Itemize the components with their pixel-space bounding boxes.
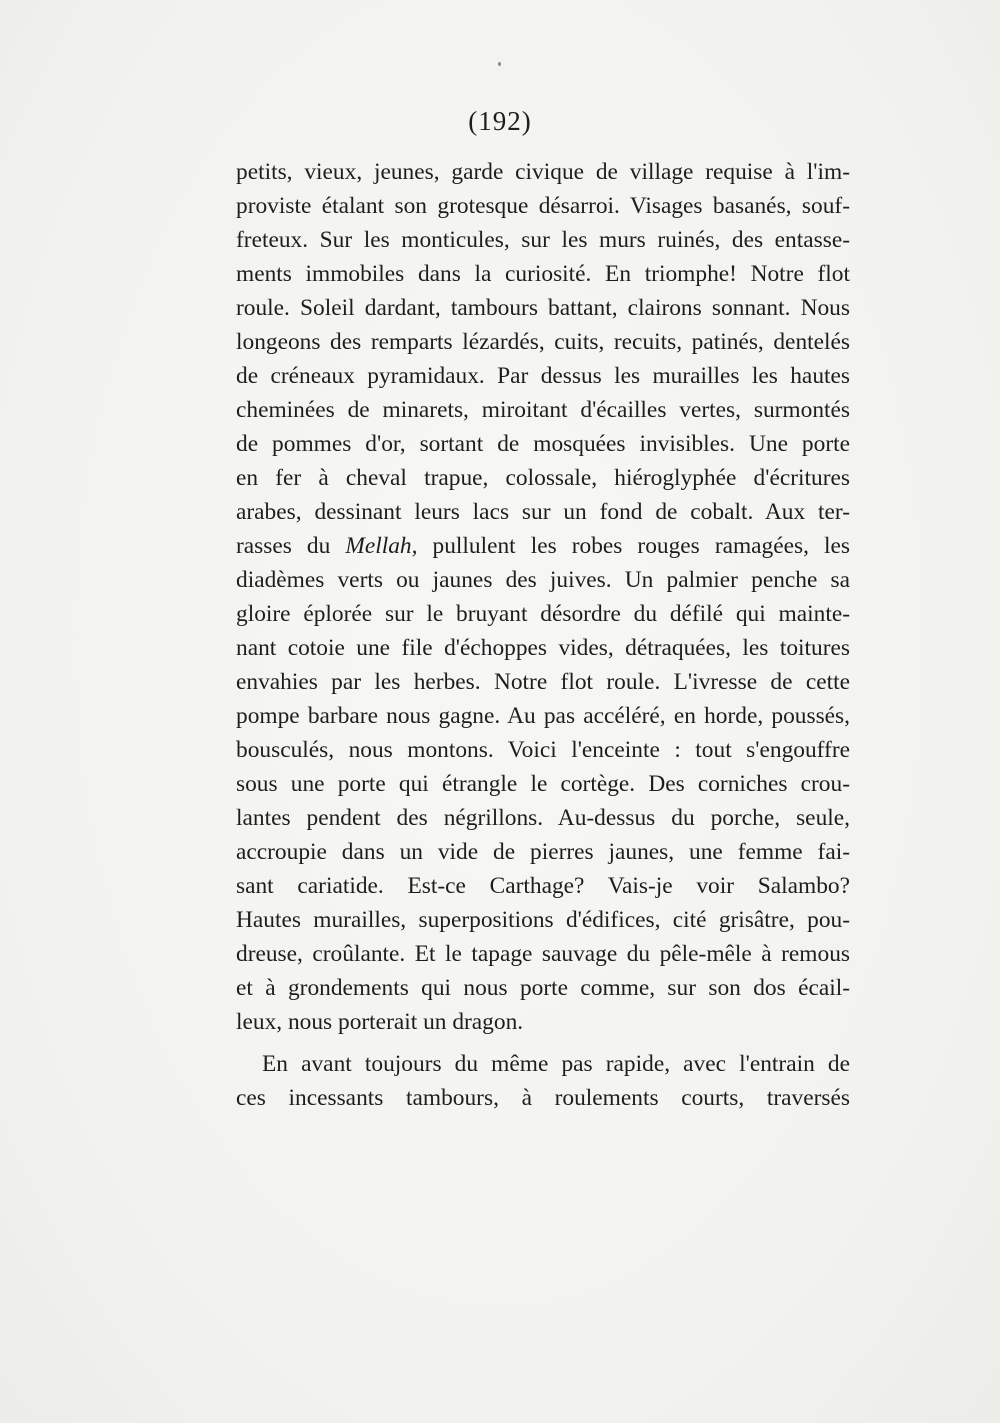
text-line: Hautes murailles, superpositions d'édifices, cité grisâtre, pou- bbox=[236, 907, 850, 933]
paragraph-spacer bbox=[236, 1039, 850, 1047]
text-line: de pommes d'or, sortant de mosquées invisibles. Une porte bbox=[236, 431, 850, 457]
text-line: freteux. Sur les monticules, sur les murs ruinés, des entasse- bbox=[236, 227, 850, 253]
text-line: bousculés, nous montons. Voici l'enceinte : tout s'engouffre bbox=[236, 737, 850, 763]
italic-place-name: Mellah, bbox=[345, 533, 418, 559]
body-text bbox=[236, 155, 850, 1115]
text-line: ments immobiles dans la curiosité. En triomphe! Notre flot bbox=[236, 261, 850, 287]
text-line: de créneaux pyramidaux. Par dessus les murailles les hautes bbox=[236, 363, 850, 389]
text-line-with-italic bbox=[236, 529, 850, 563]
text-line: En avant toujours du même pas rapide, avec l'entrain de bbox=[262, 1051, 850, 1077]
text-line: en fer à cheval trapue, colossale, hiéroglyphée d'écritures bbox=[236, 465, 850, 491]
text-line: longeons des remparts lézardés, cuits, recuits, patinés, dentelés bbox=[236, 329, 850, 355]
text-line: dreuse, croûlante. Et le tapage sauvage du pêle-mêle à remous bbox=[236, 941, 850, 967]
paragraph-1 bbox=[236, 155, 850, 1039]
text-line: petits, vieux, jeunes, garde civique de village requise à l'im- bbox=[236, 159, 850, 185]
text-segment: rasses du bbox=[236, 533, 346, 559]
text-line: ces incessants tambours, à roulements courts, traversés bbox=[236, 1085, 850, 1111]
text-line: sous une porte qui étrangle le cortège. Des corniches crou- bbox=[236, 771, 850, 797]
text-segment: pullulent les robes rouges ramagées, les bbox=[417, 533, 850, 559]
text-line: gloire éplorée sur le bruyant désordre du défilé qui mainte- bbox=[236, 601, 850, 627]
text-line: leux, nous porterait un dragon. bbox=[236, 1009, 524, 1035]
text-line: arabes, dessinant leurs lacs sur un fond de cobalt. Aux ter- bbox=[236, 499, 850, 525]
text-line: pompe barbare nous gagne. Au pas accéléré, en horde, poussés, bbox=[236, 703, 850, 729]
text-line: accroupie dans un vide de pierres jaunes, une femme fai- bbox=[236, 839, 850, 865]
text-line: diadèmes verts ou jaunes des juives. Un palmier penche sa bbox=[236, 567, 850, 593]
text-line: proviste étalant son grotesque désarroi. Visages basanés, souf- bbox=[236, 193, 850, 219]
ink-speck bbox=[498, 62, 501, 66]
text-line: et à grondements qui nous porte comme, sur son dos écail- bbox=[236, 975, 850, 1001]
text-line: roule. Soleil dardant, tambours battant, clairons sonnant. Nous bbox=[236, 295, 850, 321]
text-line: sant cariatide. Est-ce Carthage? Vais-je voir Salambo? bbox=[236, 873, 850, 899]
page-number: (192) bbox=[468, 106, 532, 136]
text-line: lantes pendent des négrillons. Au-dessus du porche, seule, bbox=[236, 805, 850, 831]
text-line: cheminées de minarets, miroitant d'écailles vertes, surmontés bbox=[236, 397, 850, 423]
paragraph-2 bbox=[236, 1047, 850, 1115]
text-line: envahies par les herbes. Notre flot roule. L'ivresse de cette bbox=[236, 669, 850, 695]
text-line: nant cotoie une file d'échoppes vides, détraquées, les toitures bbox=[236, 635, 850, 661]
